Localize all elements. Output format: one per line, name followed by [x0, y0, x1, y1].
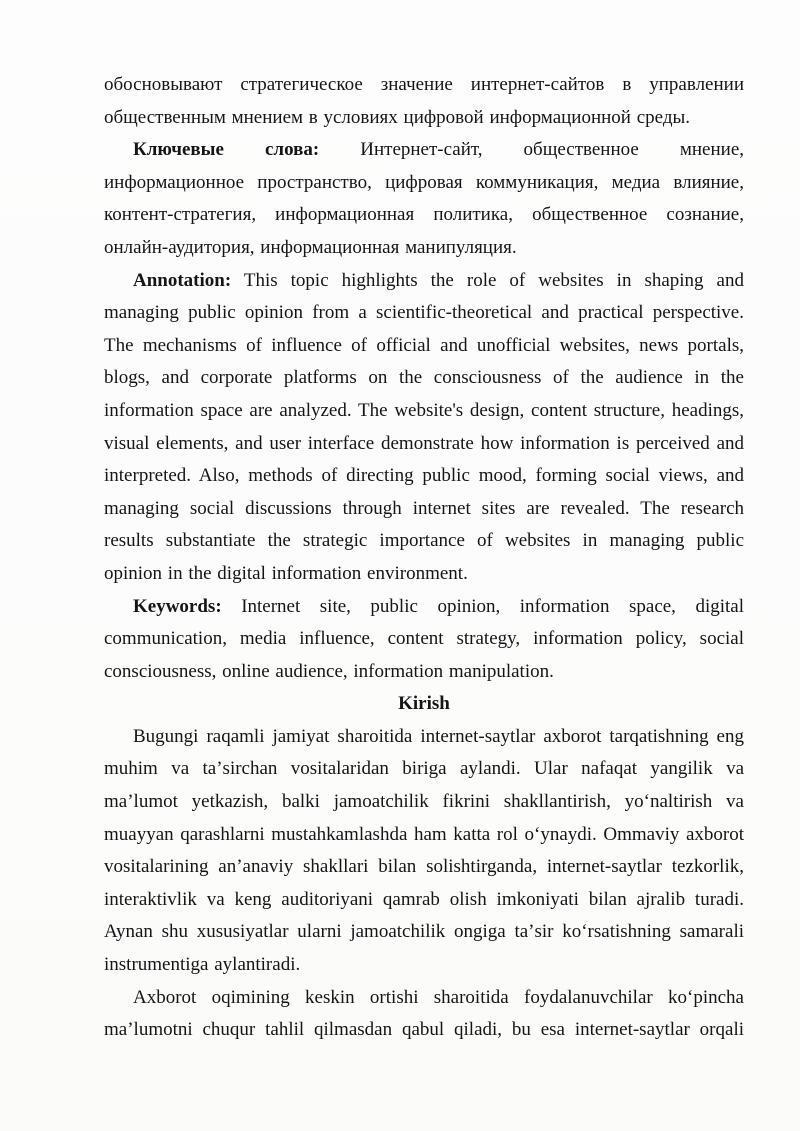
- paragraph-keywords-ru: [104, 134, 744, 264]
- paragraph-ru-continuation-text: обосновывают стратегическое значение интернет-сайтов в управлении общественным мнением в условиях цифровой информационной среды.: [104, 74, 744, 128]
- annotation-en-text: This topic highlights the role of websites in shaping and managing public opinion from a scientific-theoretical and practical perspective. The mechanisms of influence of official and unofficial websites, news portals, blogs, and corporate platforms on the consciousness of the audience in the information space are analyzed. The website's design, content structure, headings, visual elements, and user interface demonstrate how information is perceived and interpreted. Also, methods of directing public mood, forming social views, and managing social discussions through internet sites are revealed. The research results substantiate the strategic importance of websites in managing public opinion in the digital information environment.: [104, 269, 744, 584]
- paragraph-intro-1-text: Bugungi raqamli jamiyat sharoitida internet-saytlar axborot tarqatishning eng muhim va taʼsirchan vositalaridan biriga aylandi. Ular nafaqat yangilik va maʼlumot yetkazish, balki jamoatchilik fikrini shakllantirish, yoʻnaltirish va muayyan qarashlarni mustahkamlashda ham katta rol oʻynaydi. Ommaviy axborot vositalarining anʼanaviy shakllari bilan solishtirganda, internet-saytlar tezkorlik, interaktivlik va keng auditoriyani qamrab olish imkoniyati bilan ajralib turadi. Aynan shu xususiyatlar ularni jamoatchilik ongiga taʼsir koʻrsatishning samarali instrumentiga aylantiradi.: [104, 725, 744, 976]
- annotation-en-label: Annotation:: [133, 269, 232, 291]
- keywords-ru-text: Интернет-сайт, общественное мнение, информационное пространство, цифровая коммуникация, медиа влияние, контент-стратегия, информационная политика, общественное сознание, онлайн-аудитория, информационная манипуляция.: [104, 139, 744, 258]
- keywords-en-label: Keywords:: [133, 595, 222, 617]
- paragraph-keywords-en: [104, 591, 744, 689]
- paragraph-intro-1: [104, 721, 744, 982]
- paragraph-intro-2: [104, 982, 744, 1047]
- section-heading-kirish: Kirish: [398, 693, 450, 715]
- paragraph-ru-continuation: [104, 69, 744, 134]
- keywords-en-text: Internet site, public opinion, information space, digital communication, media influence, content strategy, information policy, social consciousness, online audience, information manipulation.: [104, 595, 745, 682]
- paragraph-intro-2-text: Axborot oqimining keskin ortishi sharoitida foydalanuvchilar koʻpincha maʼlumotni chuqur tahlil qilmasdan qabul qiladi, bu esa internet-saytlar orqali: [104, 986, 744, 1041]
- keywords-ru-label: Ключевые слова:: [133, 139, 320, 161]
- paragraph-annotation-en: [104, 265, 744, 591]
